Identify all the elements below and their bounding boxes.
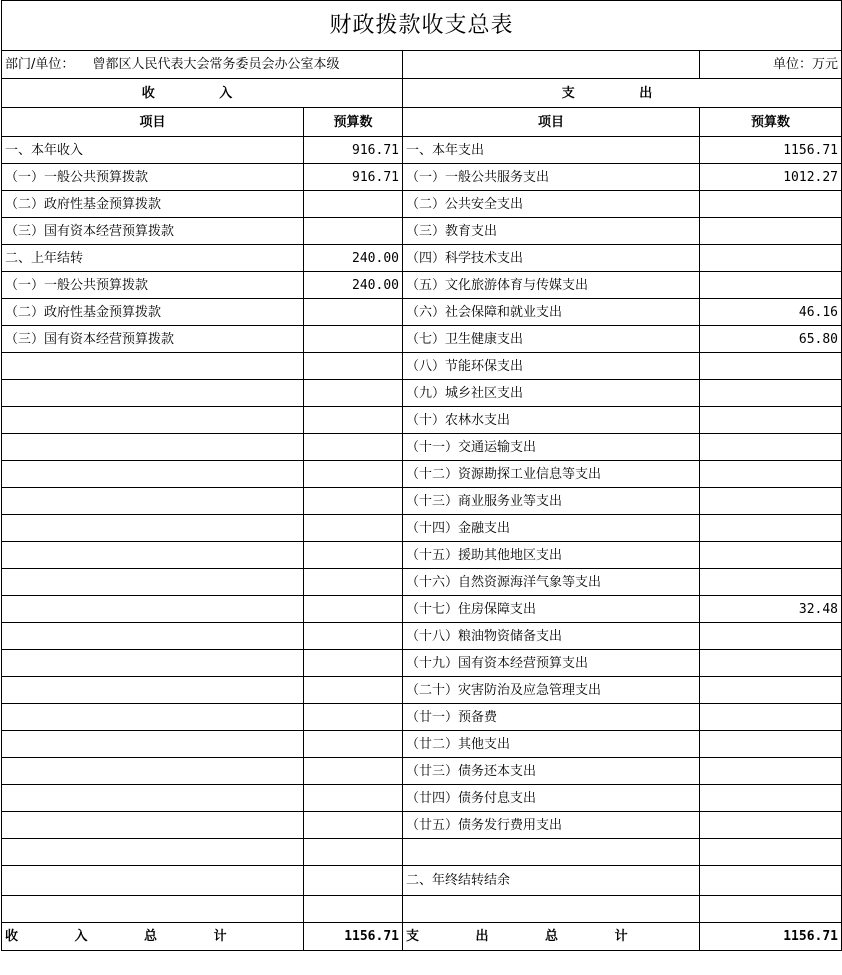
income-item-header: 项目 (2, 108, 304, 137)
income-item-cell (2, 353, 304, 380)
expense-item-cell: （十九）国有资本经营预算支出 (403, 650, 700, 677)
income-item-cell (2, 623, 304, 650)
income-item-cell (2, 758, 304, 785)
income-item-cell: （一）一般公共预算拨款 (2, 164, 304, 191)
table-row (2, 731, 842, 758)
income-item-cell (2, 896, 304, 923)
income-value-cell (304, 785, 403, 812)
table-row (2, 191, 842, 218)
table-row (2, 542, 842, 569)
income-value-cell (304, 839, 403, 866)
income-item-cell (2, 704, 304, 731)
income-value-cell (304, 623, 403, 650)
expense-item-cell: （九）城乡社区支出 (403, 380, 700, 407)
expense-item-cell: （十三）商业服务业等支出 (403, 488, 700, 515)
income-value-cell: 240.00 (304, 272, 403, 299)
expense-value-cell (700, 731, 842, 758)
table-row (2, 596, 842, 623)
income-item-cell (2, 839, 304, 866)
department-cell (2, 51, 403, 79)
income-value-cell (304, 191, 403, 218)
income-value-cell: 916.71 (304, 137, 403, 164)
income-item-cell (2, 866, 304, 896)
table-row (2, 515, 842, 542)
department-name: 曾都区人民代表大会常务委员会办公室本级 (92, 57, 340, 72)
income-item-cell (2, 731, 304, 758)
table-row (2, 326, 842, 353)
expense-value-cell: 1012.27 (700, 164, 842, 191)
income-item-cell: （三）国有资本经营预算拨款 (2, 326, 304, 353)
table-row (2, 896, 842, 923)
income-item-cell (2, 785, 304, 812)
income-item-cell (2, 515, 304, 542)
expense-value-cell (700, 569, 842, 596)
table-row (2, 218, 842, 245)
blank-cell (403, 51, 700, 79)
expense-item-cell: （三）教育支出 (403, 218, 700, 245)
expense-item-cell: （二）公共安全支出 (403, 191, 700, 218)
expense-item-cell: （五）文化旅游体育与传媒支出 (403, 272, 700, 299)
expense-value-cell (700, 515, 842, 542)
income-value-cell (304, 866, 403, 896)
income-item-cell: 一、本年收入 (2, 137, 304, 164)
expense-value-cell: 1156.71 (700, 137, 842, 164)
table-row (2, 758, 842, 785)
table-row (2, 272, 842, 299)
income-value-cell: 916.71 (304, 164, 403, 191)
income-value-cell (304, 218, 403, 245)
expense-item-header: 项目 (403, 108, 700, 137)
income-total-label: 收 入 总 计 (2, 923, 304, 951)
expense-value-cell (700, 758, 842, 785)
expense-value-cell (700, 245, 842, 272)
table-row (2, 434, 842, 461)
expense-total-label: 支 出 总 计 (403, 923, 700, 951)
income-item-cell (2, 677, 304, 704)
expense-item-cell: （十五）援助其他地区支出 (403, 542, 700, 569)
expense-item-cell: （四）科学技术支出 (403, 245, 700, 272)
table-row (2, 299, 842, 326)
expense-value-cell (700, 191, 842, 218)
income-item-cell (2, 434, 304, 461)
budget-table (1, 0, 842, 951)
income-total-value: 1156.71 (304, 923, 403, 951)
income-value-cell (304, 677, 403, 704)
income-section-header: 收 入 (2, 79, 403, 108)
table-row (2, 866, 842, 896)
income-value-cell (304, 407, 403, 434)
income-item-cell (2, 650, 304, 677)
income-item-cell (2, 380, 304, 407)
income-value-cell (304, 380, 403, 407)
income-value-cell (304, 326, 403, 353)
expense-item-cell: （十六）自然资源海洋气象等支出 (403, 569, 700, 596)
expense-item-cell: 一、本年支出 (403, 137, 700, 164)
expense-item-cell: （十四）金融支出 (403, 515, 700, 542)
expense-value-cell (700, 488, 842, 515)
expense-value-cell (700, 866, 842, 896)
income-value-cell (304, 353, 403, 380)
income-value-cell (304, 596, 403, 623)
income-item-cell: （二）政府性基金预算拨款 (2, 299, 304, 326)
expense-item-cell: （六）社会保障和就业支出 (403, 299, 700, 326)
expense-value-cell (700, 812, 842, 839)
expense-item-cell: （十二）资源勘探工业信息等支出 (403, 461, 700, 488)
income-item-cell: （二）政府性基金预算拨款 (2, 191, 304, 218)
income-item-cell (2, 461, 304, 488)
income-value-cell (304, 434, 403, 461)
table-title: 财政拨款收支总表 (2, 1, 842, 51)
expense-value-cell (700, 434, 842, 461)
expense-value-cell (700, 461, 842, 488)
expense-item-cell: （廿三）债务还本支出 (403, 758, 700, 785)
expense-section-header: 支 出 (403, 79, 842, 108)
expense-value-cell (700, 623, 842, 650)
income-value-cell (304, 542, 403, 569)
expense-item-cell: （廿五）债务发行费用支出 (403, 812, 700, 839)
income-value-cell (304, 896, 403, 923)
expense-value-cell (700, 704, 842, 731)
expense-value-cell (700, 380, 842, 407)
income-value-cell (304, 299, 403, 326)
table-row (2, 407, 842, 434)
table-row (2, 812, 842, 839)
income-value-cell: 240.00 (304, 245, 403, 272)
table-row (2, 839, 842, 866)
expense-item-cell: （八）节能环保支出 (403, 353, 700, 380)
table-row (2, 677, 842, 704)
table-row (2, 650, 842, 677)
income-value-cell (304, 461, 403, 488)
expense-total-value: 1156.71 (700, 923, 842, 951)
income-value-cell (304, 731, 403, 758)
table-row (2, 164, 842, 191)
department-label: 部门/单位： (5, 57, 75, 72)
expense-value-cell (700, 353, 842, 380)
expense-value-cell (700, 218, 842, 245)
expense-item-cell: （十）农林水支出 (403, 407, 700, 434)
income-value-cell (304, 515, 403, 542)
income-value-cell (304, 704, 403, 731)
income-item-cell (2, 812, 304, 839)
expense-item-cell: （廿四）债务付息支出 (403, 785, 700, 812)
table-row (2, 623, 842, 650)
income-budget-header: 预算数 (304, 108, 403, 137)
table-row (2, 380, 842, 407)
income-item-cell (2, 542, 304, 569)
income-value-cell (304, 758, 403, 785)
expense-item-cell: 二、年终结转结余 (403, 866, 700, 896)
table-row (2, 488, 842, 515)
expense-value-cell (700, 896, 842, 923)
table-row (2, 245, 842, 272)
table-row (2, 785, 842, 812)
expense-item-cell: （廿二）其他支出 (403, 731, 700, 758)
expense-value-cell (700, 677, 842, 704)
expense-value-cell: 65.80 (700, 326, 842, 353)
income-value-cell (304, 812, 403, 839)
unit-label: 单位：万元 (700, 51, 842, 79)
income-item-cell: 二、上年结转 (2, 245, 304, 272)
expense-item-cell: （十七）住房保障支出 (403, 596, 700, 623)
income-value-cell (304, 488, 403, 515)
expense-item-cell: （二十）灾害防治及应急管理支出 (403, 677, 700, 704)
table-row (2, 704, 842, 731)
table-row (2, 569, 842, 596)
income-item-cell: （一）一般公共预算拨款 (2, 272, 304, 299)
expense-value-cell (700, 650, 842, 677)
expense-value-cell: 46.16 (700, 299, 842, 326)
expense-value-cell (700, 542, 842, 569)
expense-value-cell (700, 785, 842, 812)
income-value-cell (304, 650, 403, 677)
expense-item-cell: （十一）交通运输支出 (403, 434, 700, 461)
income-item-cell (2, 488, 304, 515)
total-row (2, 923, 842, 951)
income-value-cell (304, 569, 403, 596)
expense-value-cell (700, 839, 842, 866)
table-row (2, 353, 842, 380)
expense-value-cell (700, 272, 842, 299)
table-row (2, 137, 842, 164)
income-item-cell (2, 569, 304, 596)
expense-item-cell (403, 839, 700, 866)
expense-value-cell: 32.48 (700, 596, 842, 623)
income-item-cell (2, 596, 304, 623)
expense-item-cell: （十八）粮油物资储备支出 (403, 623, 700, 650)
expense-item-cell (403, 896, 700, 923)
income-item-cell (2, 407, 304, 434)
expense-item-cell: （廿一）预备费 (403, 704, 700, 731)
expense-item-cell: （七）卫生健康支出 (403, 326, 700, 353)
table-row (2, 461, 842, 488)
expense-item-cell: （一）一般公共服务支出 (403, 164, 700, 191)
expense-value-cell (700, 407, 842, 434)
income-item-cell: （三）国有资本经营预算拨款 (2, 218, 304, 245)
expense-budget-header: 预算数 (700, 108, 842, 137)
